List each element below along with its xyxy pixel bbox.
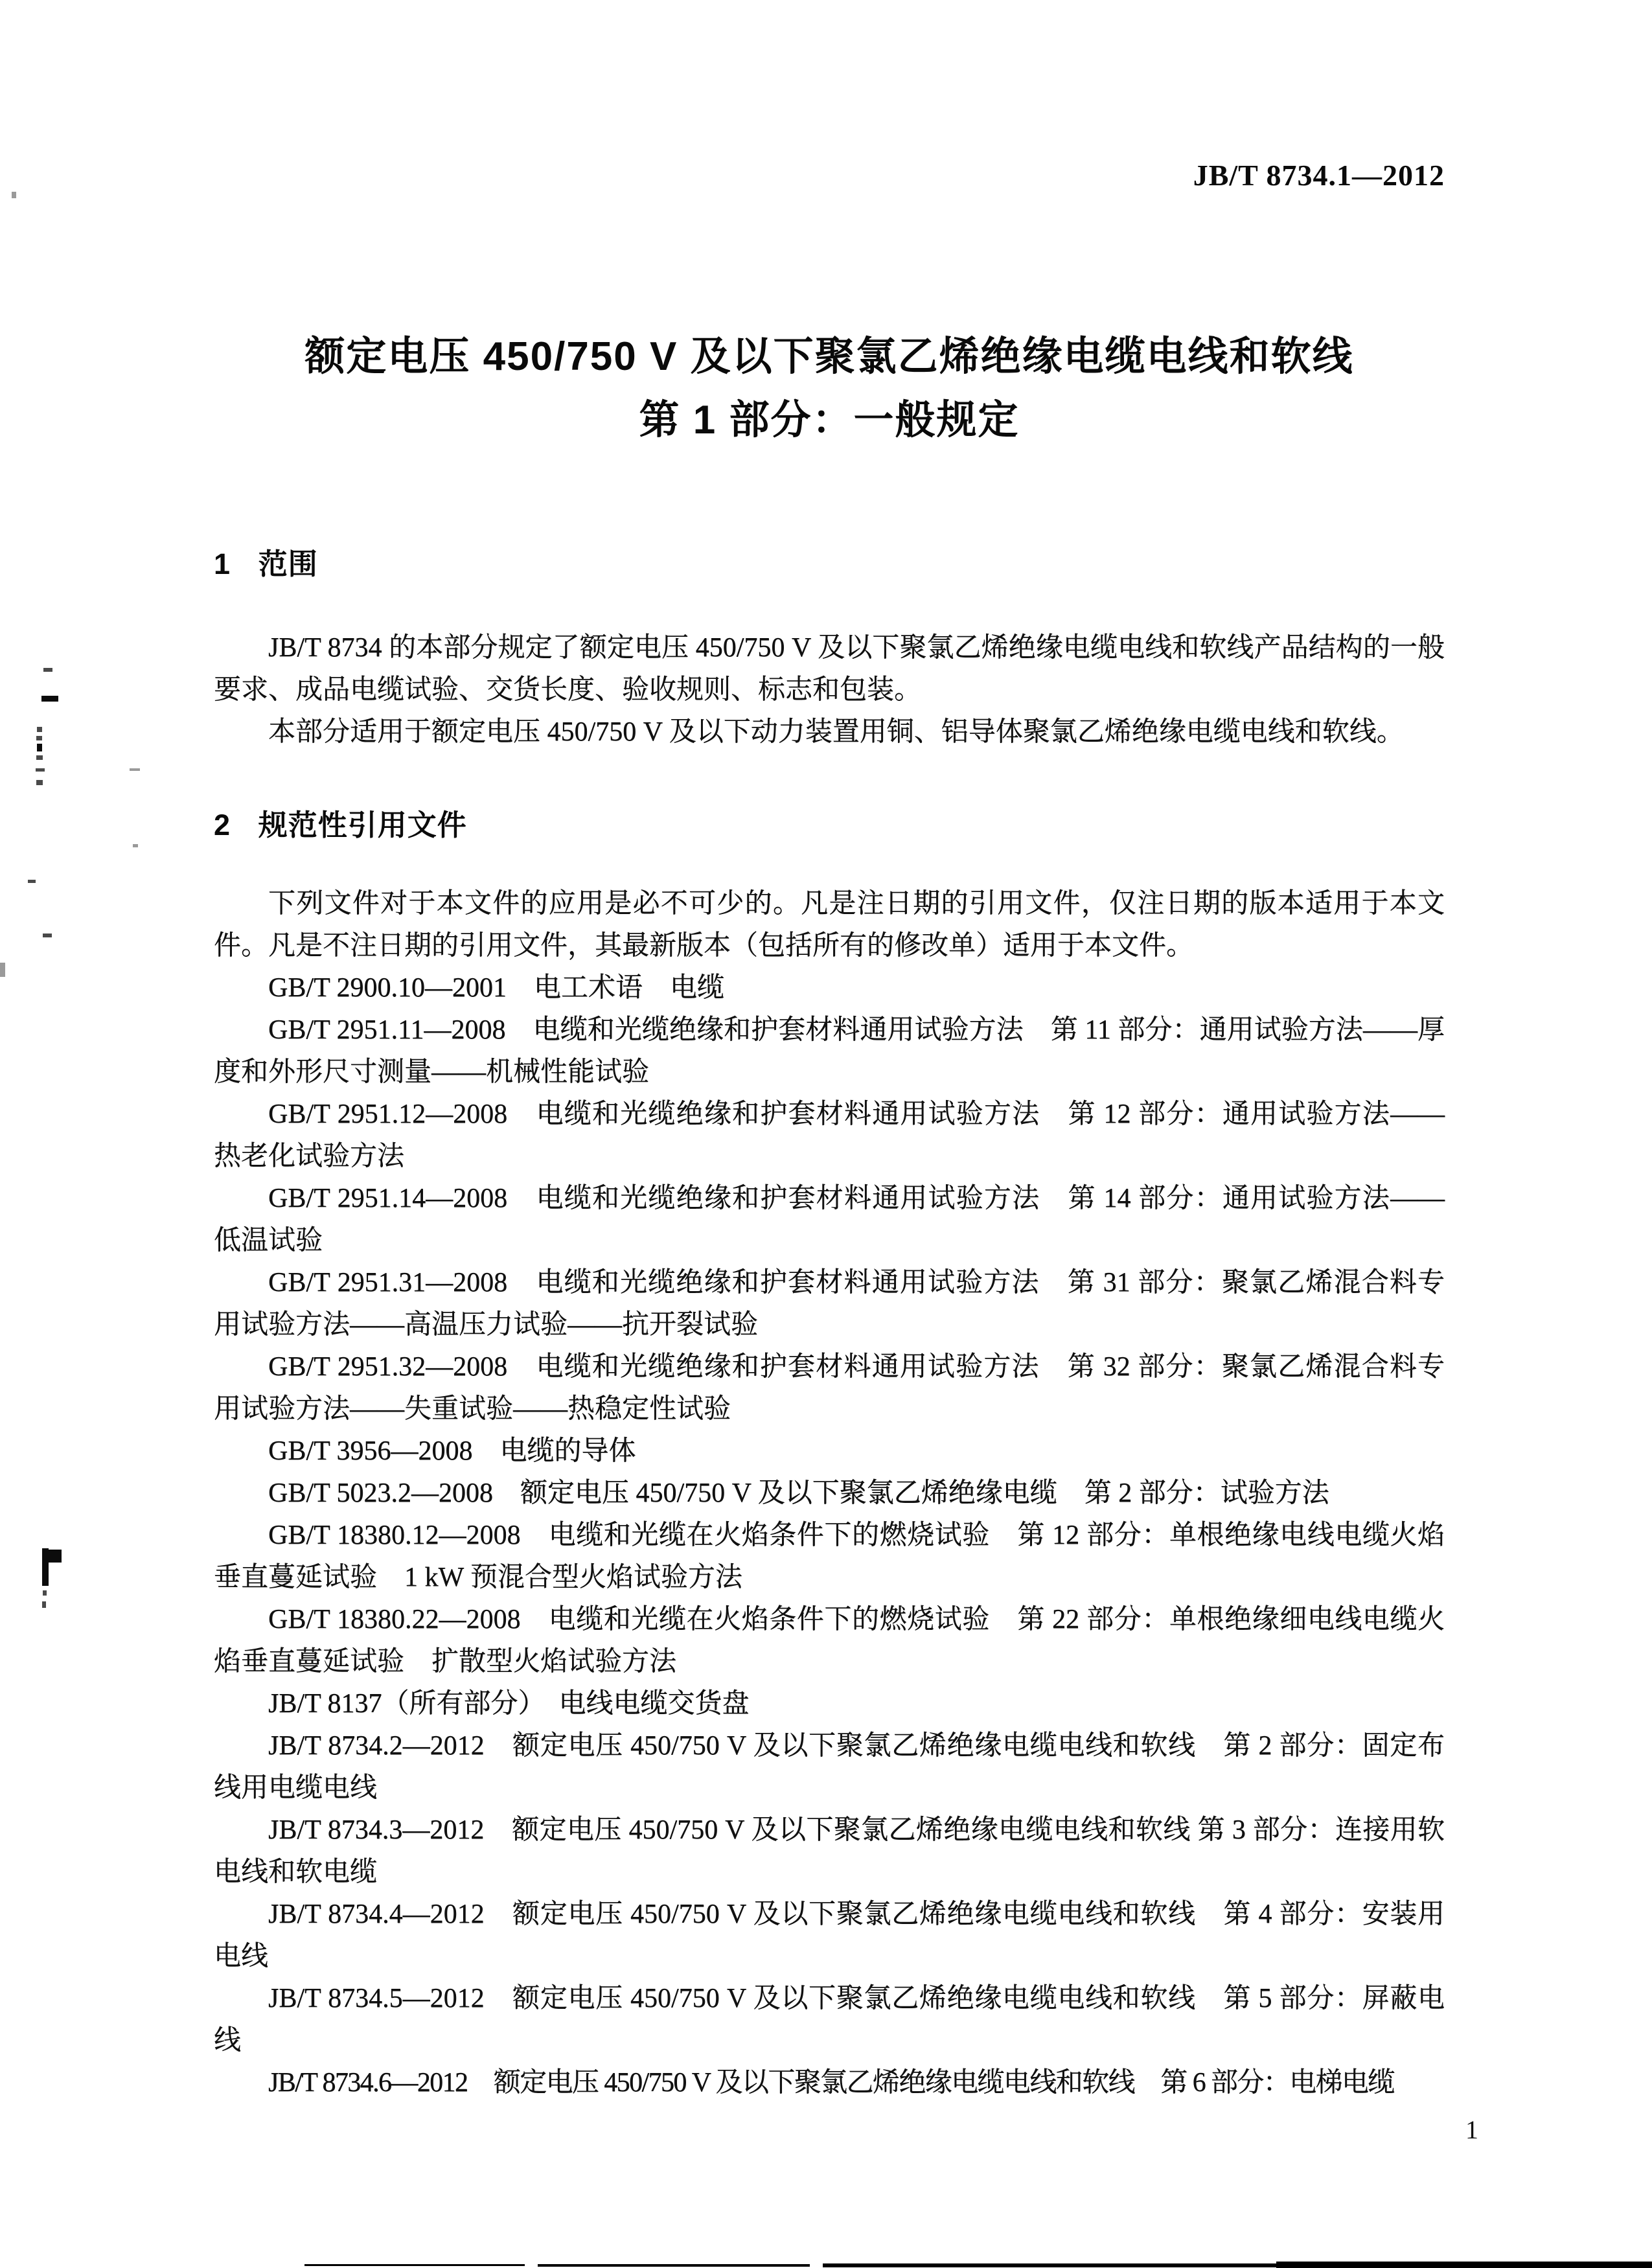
reference-item: JB/T 8734.5—2012 额定电压 450/750 V 及以下聚氯乙烯绝缘电缆电线和软线 第 5 部分：屏蔽电线 [214,1984,1445,2056]
scan-artifact [28,880,36,883]
section-1-number: 1 [214,547,231,580]
section-1-heading [214,548,1445,580]
section-1-title: 范围 [258,547,318,580]
title-line-1: 额定电压 450/750 V 及以下聚氯乙烯绝缘电缆电线和软线 [304,334,1354,379]
reference-item: GB/T 18380.22—2008 电缆和光缆在火焰条件下的燃烧试验 第 22 部分：单根绝缘细电线电缆火焰垂直蔓延试验 扩散型火焰试验方法 [214,1605,1445,1677]
scan-edge-bar [1276,2262,1652,2268]
scan-artifact [36,780,43,785]
reference-item: GB/T 2900.10—2001 电工术语 电缆 [268,973,724,1003]
reference-item: GB/T 2951.31—2008 电缆和光缆绝缘和护套材料通用试验方法 第 31 部分：聚氯乙烯混合料专用试验方法——高温压力试验——抗开裂试验 [214,1268,1445,1340]
scan-artifact [133,844,138,847]
reference-item: GB/T 2951.32—2008 电缆和光缆绝缘和护套材料通用试验方法 第 32 部分：聚氯乙烯混合料专用试验方法——失重试验——热稳定性试验 [214,1352,1445,1424]
page-number: 1 [1465,2115,1478,2144]
reference-item: GB/T 2951.12—2008 电缆和光缆绝缘和护套材料通用试验方法 第 12 部分：通用试验方法——热老化试验方法 [214,1099,1445,1171]
scan-edge-bar [304,2264,525,2266]
scan-artifact [36,768,45,772]
reference-item: JB/T 8734.6—2012 额定电压 450/750 V 及以下聚氯乙烯绝缘电缆电线和软线 第 6 部分：电梯电缆 [268,2068,1394,2098]
scan-artifact [130,768,140,771]
reference-item: JB/T 8734.3—2012 额定电压 450/750 V 及以下聚氯乙烯绝缘电缆电线和软线 第 3 部分：连接用软电线和软电缆 [214,1815,1445,1887]
scan-artifact [37,727,42,732]
normative-intro-paragraph: 下列文件对于本文件的应用是必不可少的。凡是注日期的引用文件，仅注日期的版本适用于本文件。凡是不注日期的引用文件，其最新版本（包括所有的修改单）适用于本文件。 [214,889,1445,961]
reference-item: JB/T 8734.2—2012 额定电压 450/750 V 及以下聚氯乙烯绝缘电缆电线和软线 第 2 部分：固定布线用电缆电线 [214,1731,1445,1803]
reference-item: GB/T 2951.11—2008 电缆和光缆绝缘和护套材料通用试验方法 第 11 部分：通用试验方法——厚度和外形尺寸测量——机械性能试验 [214,1015,1445,1087]
scope-paragraph: JB/T 8734 的本部分规定了额定电压 450/750 V 及以下聚氯乙烯绝缘电缆电线和软线产品结构的一般要求、成品电缆试验、交货长度、验收规则、标志和包装。 [214,633,1445,705]
scan-artifact [41,696,58,702]
section-2-number: 2 [214,808,231,842]
scan-artifact [0,963,5,977]
scan-artifact [43,1590,47,1596]
standard-number: JB/T 8734.1—2012 [1193,159,1445,192]
scan-artifact [43,668,52,672]
reference-item: GB/T 18380.12—2008 电缆和光缆在火焰条件下的燃烧试验 第 12 部分：单根绝缘电线电缆火焰垂直蔓延试验 1 kW 预混合型火焰试验方法 [214,1520,1445,1592]
scan-artifact [36,755,43,760]
scan-artifact [37,744,42,751]
reference-item: GB/T 5023.2—2008 额定电压 450/750 V 及以下聚氯乙烯绝缘电缆 第 2 部分：试验方法 [268,1478,1329,1508]
scan-artifact [12,192,16,198]
scan-artifact [36,736,42,740]
scan-artifact [43,934,52,937]
title-line-2: 第 1 部分：一般规定 [639,398,1020,442]
scan-artifact [47,1550,62,1563]
section-2-heading [214,809,1445,842]
section-2-title: 规范性引用文件 [258,808,467,842]
scan-artifact [42,1601,46,1608]
reference-item: JB/T 8137（所有部分） 电线电缆交货盘 [268,1689,750,1719]
reference-item: GB/T 2951.14—2008 电缆和光缆绝缘和护套材料通用试验方法 第 14 部分：通用试验方法——低温试验 [214,1184,1445,1255]
scan-edge-bar [538,2264,810,2267]
reference-item: JB/T 8734.4—2012 额定电压 450/750 V 及以下聚氯乙烯绝缘电缆电线和软线 第 4 部分：安装用电线 [214,1899,1445,1971]
document-title [214,325,1445,452]
scope-paragraph: 本部分适用于额定电压 450/750 V 及以下动力装置用铜、铝导体聚氯乙烯绝缘电缆电线和软线。 [268,717,1404,747]
reference-item: GB/T 3956—2008 电缆的导体 [268,1436,636,1466]
scan-edge-bar [823,2263,1276,2267]
